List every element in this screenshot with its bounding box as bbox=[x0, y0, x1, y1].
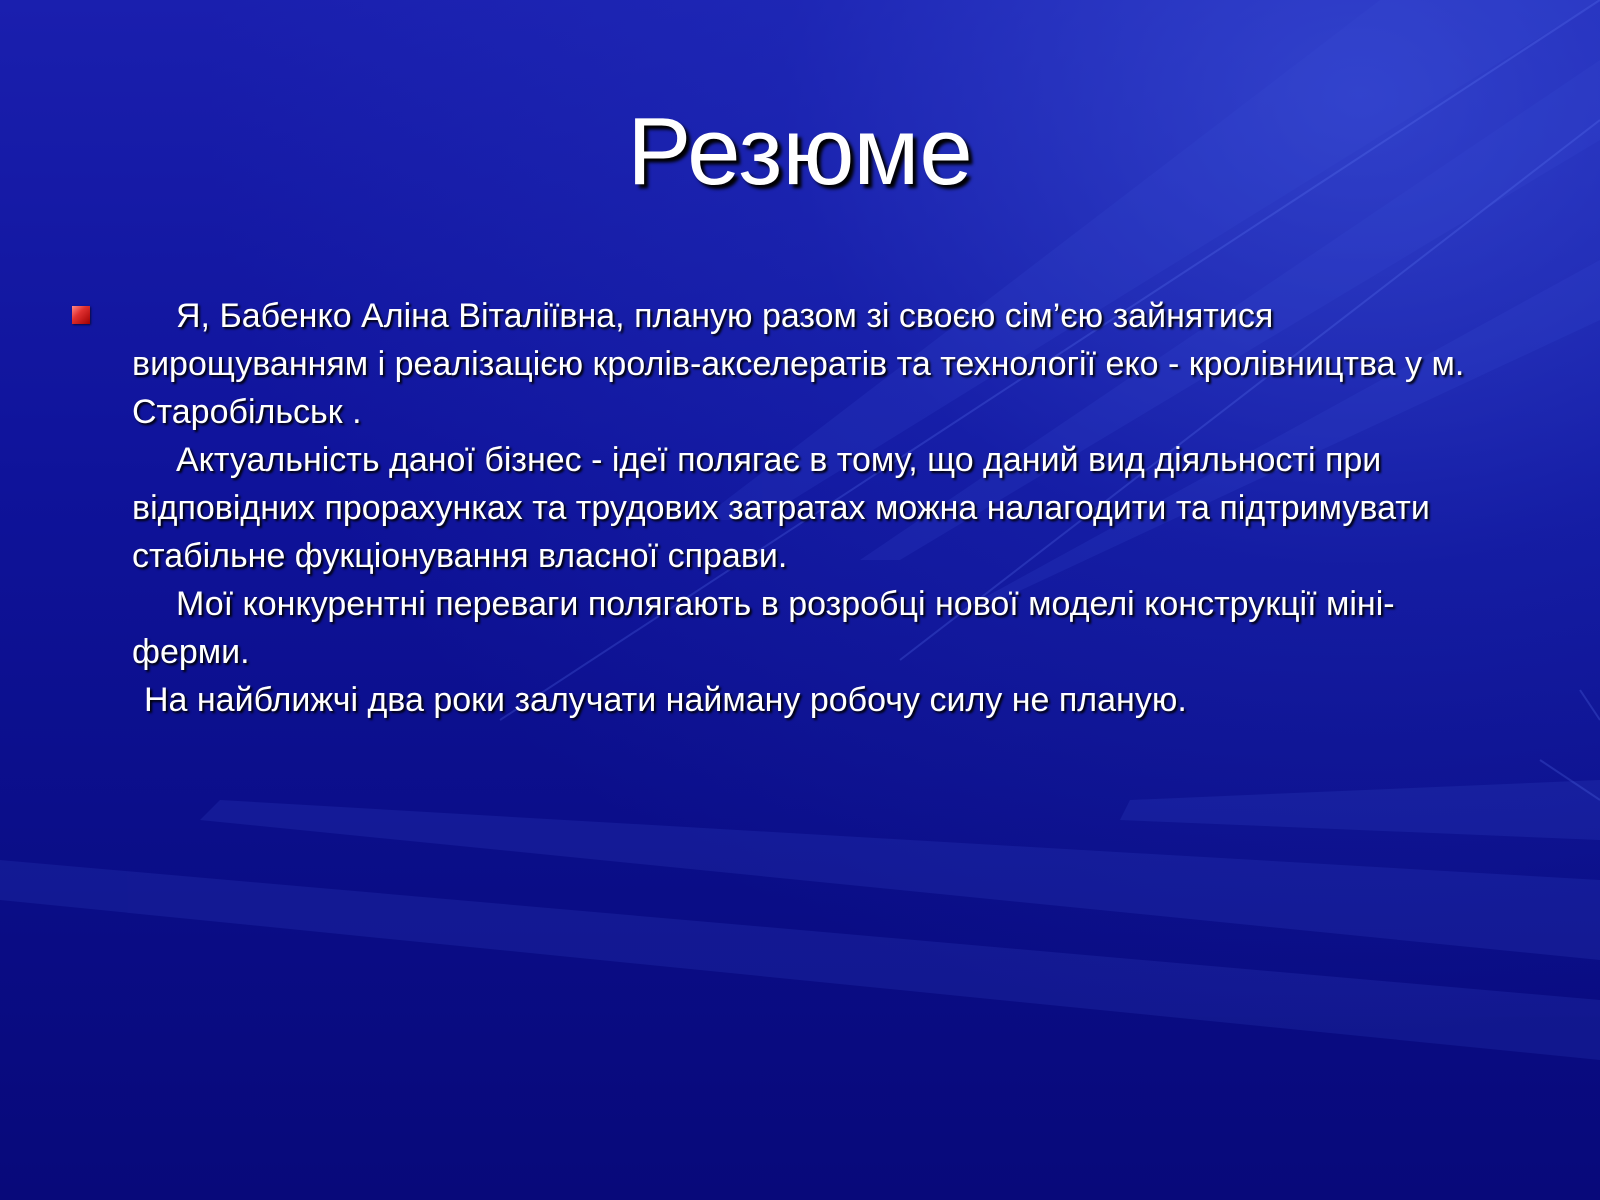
paragraph-4 bbox=[132, 676, 1492, 724]
slide-title: Резюме bbox=[627, 98, 973, 205]
paragraph-3 bbox=[132, 580, 1492, 676]
paragraph-2-text: Актуальність даної бізнес - ідеї полягає в тому, що даний вид діяльності при відповідних прорахунках та трудових затратах можна налагодити та підтримувати стабільне фукціонування власної справи. bbox=[132, 441, 1430, 575]
body-text bbox=[132, 292, 1492, 724]
paragraph-4-text: На найближчі два роки залучати найману робочу силу не планую. bbox=[144, 681, 1187, 719]
paragraph-3-text: Мої конкурентні переваги полягають в розробці нової моделі конструкції міні-ферми. bbox=[132, 585, 1395, 671]
paragraph-1 bbox=[132, 292, 1492, 436]
paragraph-1-text: Я, Бабенко Аліна Віталіївна, планую разом зі своєю сім’єю зайнятися вирощуванням і реалізацією кролів-акселератів та технології еко - кролівництва у м. Старобільськ . bbox=[132, 297, 1465, 431]
paragraph-2 bbox=[132, 436, 1492, 580]
slide-body bbox=[72, 292, 1492, 724]
red-square-bullet-icon bbox=[72, 306, 90, 324]
